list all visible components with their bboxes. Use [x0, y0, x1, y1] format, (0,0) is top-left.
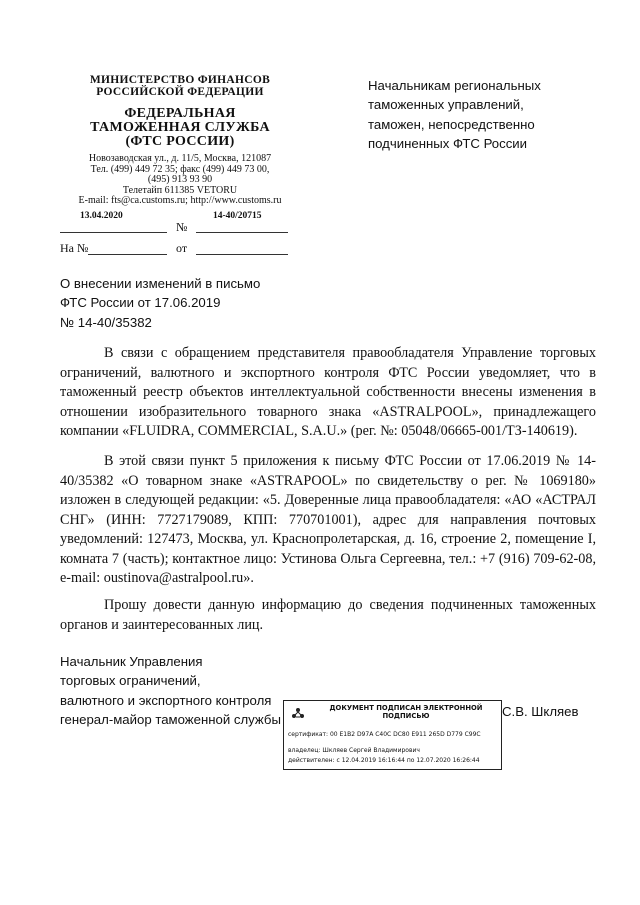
- paragraph-1-text: В связи с обращением представителя правообладателя Управление торговых ограничений, валютного и экспортного контроля ФТС России уведомляет, что в таможенный реестр объектов интеллектуальной собственности внесены изменения в отношении изобразительного товарного знака «ASTRALPOOL», принадлежащего компании «FLUIDRA, COMMERCIAL, S.A.U.» (рег. №: 05048/06665-001/ТЗ-140619).: [60, 345, 596, 439]
- letter-subject: [60, 274, 340, 332]
- signatory-line-2: торговых ограничений,: [60, 673, 201, 689]
- address-line-4: Телетайп 611385 VETORU: [122, 184, 238, 196]
- address-line-5: E-mail: fts@ca.customs.ru; http://www.customs.ru: [78, 195, 282, 206]
- address-line-2: Тел. (499) 449 72 35; факс (499) 449 73 00,: [90, 163, 270, 175]
- service-line-2: ТАМОЖЕННАЯ СЛУЖБА: [90, 120, 270, 135]
- stamp-validity: действителен: с 12.04.2019 16:16:44 по 12.07.2020 16:26:44: [288, 757, 480, 764]
- letter-number: 14-40/20715: [213, 211, 262, 221]
- ministry-name: [60, 74, 300, 98]
- electronic-signature-stamp: [283, 700, 502, 770]
- signatory-position: [60, 652, 320, 730]
- number-underline: [196, 232, 288, 233]
- addressee: [368, 76, 608, 154]
- addressee-line-2: таможенных управлений,: [368, 97, 524, 113]
- ministry-line-2: РОССИЙСКОЙ ФЕДЕРАЦИИ: [96, 86, 264, 98]
- address-line-3: (495) 913 93 90: [147, 174, 213, 185]
- body-paragraph-1: [60, 344, 596, 442]
- signatory-name: С.В. Шкляев: [502, 704, 579, 719]
- number-sign: №: [176, 220, 188, 234]
- service-line-3: (ФТС РОССИИ): [125, 134, 235, 149]
- reference-number-line: [88, 254, 167, 255]
- signatory-line-4: генерал-майор таможенной службы: [60, 712, 281, 728]
- addressee-line-3: таможен, непосредственно: [368, 116, 535, 132]
- stamp-title: ДОКУМЕНТ ПОДПИСАН ЭЛЕКТРОННОЙ ПОДПИСЬЮ: [329, 704, 483, 720]
- address-line-1: Новозаводская ул., д. 11/5, Москва, 121087: [88, 153, 272, 164]
- ministry-line-1: МИНИСТЕРСТВО ФИНАНСОВ: [89, 74, 271, 86]
- stamp-certificate: сертификат: 00 E1B2 D97A C40C DC80 E911 265D D779 C99C: [288, 731, 481, 738]
- stamp-owner: владелец: Шкляев Сергей Владимирович: [288, 747, 420, 754]
- service-name: [60, 107, 300, 149]
- service-line-1: ФЕДЕРАЛЬНАЯ: [124, 106, 236, 121]
- paragraph-3-text: Прошу довести данную информацию до сведения подчиненных таможенных органов и заинтересованных лиц.: [60, 597, 596, 633]
- subject-line-1: О внесении изменений в письмо: [60, 276, 261, 291]
- addressee-line-1: Начальникам региональных: [368, 78, 541, 93]
- letter-date: 13.04.2020: [80, 211, 123, 221]
- signatory-line-1: Начальник Управления: [60, 654, 203, 669]
- body-paragraph-3: [60, 596, 596, 635]
- emblem-icon: [290, 706, 306, 722]
- subject-line-2: ФТС России от 17.06.2019: [60, 295, 221, 311]
- date-underline: [60, 232, 167, 233]
- subject-line-3: № 14-40/35382: [60, 314, 152, 330]
- service-address: [60, 154, 300, 207]
- reference-date-line: [196, 254, 288, 255]
- addressee-line-4: подчиненных ФТС России: [368, 136, 528, 152]
- reference-from-label: от: [176, 241, 188, 255]
- paragraph-2-text: В этой связи пункт 5 приложения к письму ФТС России от 17.06.2019 № 14-40/35382 «О товарном знаке «ASTRAPOOL» по свидетельству о рег. № 1069180» изложен в следующей редакции: «5. Доверенные лица правообладателя: «АО «АСТРАЛ СНГ» (ИНН: 7727179089, КПП: 770701001), адрес для направления почтовых уведомлений: 127473, Москва, ул. Краснопролетарская, д. 16, строение 2, помещение I, комната 7 (часть); контактное лицо: Устинова Ольга Сергеевна, тел.: +7 (916) 709-62-08, e-mail: oustinova@astralpool.ru».: [60, 453, 596, 586]
- body-paragraph-2: [60, 452, 596, 589]
- reference-label: На №: [60, 241, 89, 255]
- signatory-line-3: валютного и экспортного контроля: [60, 692, 272, 708]
